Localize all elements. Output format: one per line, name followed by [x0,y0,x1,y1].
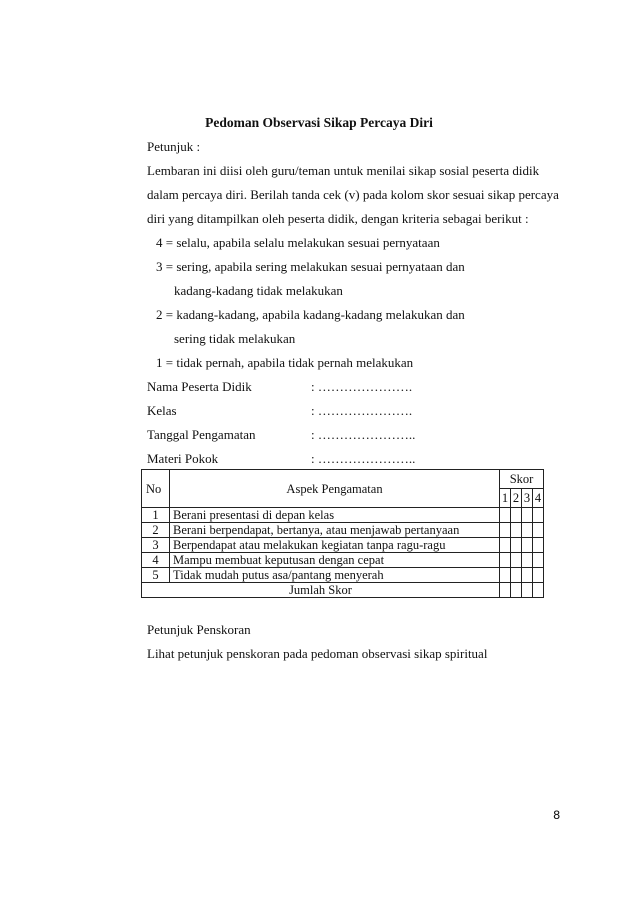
total-label: Jumlah Skor [142,583,500,598]
score-cell[interactable] [533,553,544,568]
score-cell[interactable] [533,568,544,583]
penskoran-heading: Petunjuk Penskoran [147,622,251,637]
column-header-no: No [142,470,170,508]
criteria-item: 2 = kadang-kadang, apabila kadang-kadang melakukan dan [156,307,465,322]
score-cell[interactable] [533,523,544,538]
field-value-materi: : ………………….. [311,451,416,466]
total-score-cell[interactable] [522,583,533,598]
row-aspek: Berani presentasi di depan kelas [170,508,500,523]
score-cell[interactable] [511,538,522,553]
criteria-item-continued: kadang-kadang tidak melakukan [174,283,343,298]
table-row [142,508,544,523]
penskoran-text: Lihat petunjuk penskoran pada pedoman observasi sikap spiritual [147,646,488,661]
total-row [142,583,544,598]
score-cell[interactable] [533,508,544,523]
score-cell[interactable] [500,508,511,523]
paragraph-line: diri yang ditampilkan oleh peserta didik, dengan kriteria sebagai berikut : [147,211,529,226]
score-cell[interactable] [522,553,533,568]
row-aspek: Tidak mudah putus asa/pantang menyerah [170,568,500,583]
score-cell[interactable] [511,508,522,523]
score-cell[interactable] [500,523,511,538]
field-value-kelas: : …………………. [311,403,413,418]
page-number: 8 [553,808,561,822]
score-cell[interactable] [500,568,511,583]
criteria-item: 3 = sering, apabila sering melakukan sesuai pernyataan dan [156,259,465,274]
field-label-nama: Nama Peserta Didik [147,379,252,394]
column-header-aspek: Aspek Pengamatan [170,470,500,508]
criteria-item: 4 = selalu, apabila selalu melakukan sesuai pernyataan [156,235,440,250]
score-column-header: 1 [500,489,511,508]
score-column-header: 2 [511,489,522,508]
score-cell[interactable] [522,523,533,538]
row-aspek: Berpendapat atau melakukan kegiatan tanpa ragu-ragu [170,538,500,553]
field-label-kelas: Kelas [147,403,177,418]
row-aspek: Berani berpendapat, bertanya, atau menjawab pertanyaan [170,523,500,538]
score-cell[interactable] [500,553,511,568]
field-label-tanggal: Tanggal Pengamatan [147,427,256,442]
table-row [142,538,544,553]
score-cell[interactable] [522,568,533,583]
score-cell[interactable] [511,553,522,568]
score-cell[interactable] [522,538,533,553]
criteria-item-continued: sering tidak melakukan [174,331,296,346]
field-value-nama: : …………………. [311,379,413,394]
score-cell[interactable] [511,523,522,538]
score-column-header: 3 [522,489,533,508]
column-header-skor: Skor [500,470,544,489]
row-aspek: Mampu membuat keputusan dengan cepat [170,553,500,568]
score-column-header: 4 [533,489,544,508]
total-score-cell[interactable] [533,583,544,598]
document-title: Pedoman Observasi Sikap Percaya Diri [205,115,433,130]
field-value-tanggal: : ………………….. [311,427,416,442]
row-number: 1 [142,508,170,523]
field-label-materi: Materi Pokok [147,451,219,466]
table-row [142,568,544,583]
score-cell[interactable] [500,538,511,553]
row-number: 4 [142,553,170,568]
paragraph-line: Lembaran ini diisi oleh guru/teman untuk menilai sikap sosial peserta didik [147,163,540,178]
criteria-item: 1 = tidak pernah, apabila tidak pernah melakukan [156,355,414,370]
score-cell[interactable] [511,568,522,583]
observation-table [141,469,544,598]
total-score-cell[interactable] [511,583,522,598]
table-row [142,523,544,538]
score-cell[interactable] [533,538,544,553]
score-cell[interactable] [522,508,533,523]
row-number: 2 [142,523,170,538]
petunjuk-heading: Petunjuk : [147,139,201,154]
row-number: 5 [142,568,170,583]
total-score-cell[interactable] [500,583,511,598]
paragraph-line: dalam percaya diri. Berilah tanda cek (v) pada kolom skor sesuai sikap percaya [147,187,559,202]
row-number: 3 [142,538,170,553]
table-row [142,553,544,568]
